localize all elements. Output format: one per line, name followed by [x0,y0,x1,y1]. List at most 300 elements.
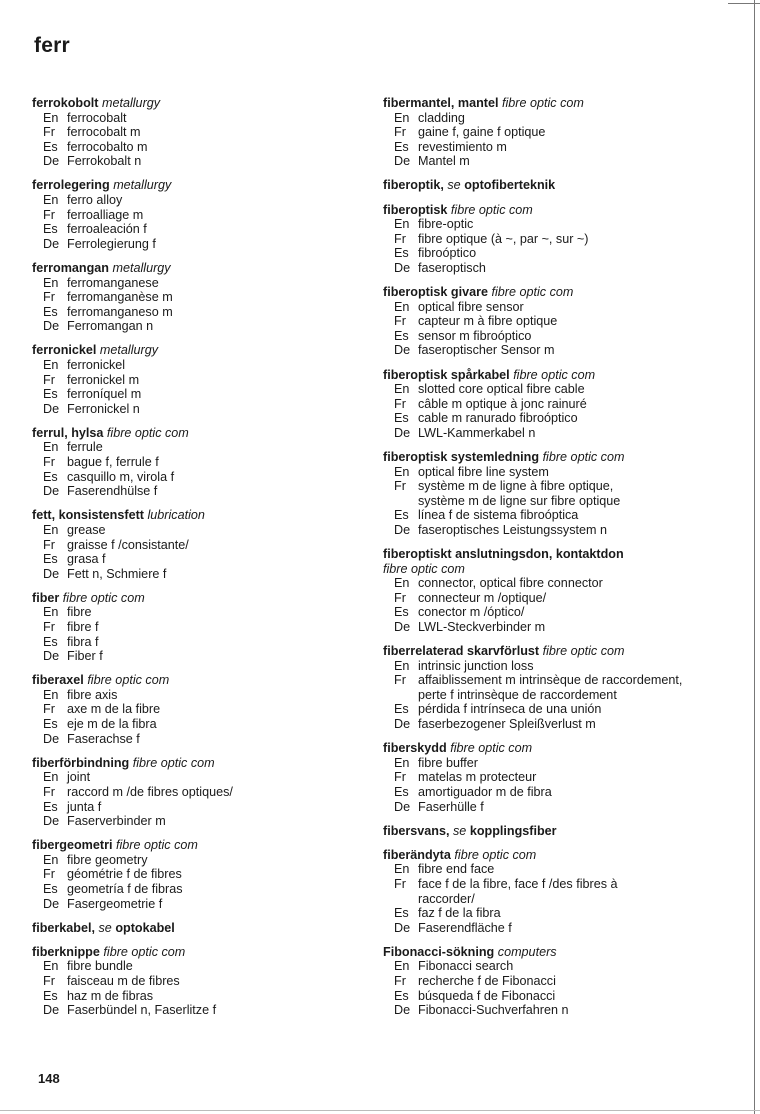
translation-line [383,862,728,877]
translation-text: fibre-optic [418,217,474,232]
entry-headword-line [32,945,382,960]
language-code: Fr [394,770,406,785]
subject-field: fibre optic com [542,644,625,659]
dictionary-entry [383,741,728,814]
headword: fiberoptisk [383,202,448,217]
language-code: Fr [43,784,55,799]
translation-text: ferroaleación f [67,222,147,237]
translation-text: faseroptisch [418,260,486,275]
language-code: De [43,484,60,499]
translation-line [383,959,728,974]
language-code: De [43,566,60,581]
translation-text: axe m de la fibre [67,702,161,717]
translation-line [32,974,382,989]
translation-text: revestimiento m [418,139,507,154]
translation-line [32,1003,382,1018]
translation-line [32,552,382,567]
translation-line [383,702,728,717]
translation-line [383,111,728,126]
language-code: De [43,1003,60,1018]
translation-text: LWL-Steckverbinder m [418,620,546,634]
headword: fiberoptiskt anslutningsdon, kontaktdon [383,547,624,562]
translation-text: sensor m fibroóptico [418,328,532,343]
translation-text: ferrocobalt m [67,125,141,140]
translation-line [383,125,728,140]
translation-line [383,673,728,688]
translation-line [383,246,728,261]
subject-field: fibre optic com [106,425,189,440]
translation-line [383,785,728,800]
translation-text: ferrocobalto m [67,139,148,154]
subject-field: fibre optic com [132,755,215,770]
entry-headword-line [383,178,728,193]
translation-text: Faserendfläche f [418,920,512,935]
translation-line [32,484,382,499]
entry-headword-line [383,848,728,863]
translation-line [32,897,382,912]
language-code: En [43,959,59,974]
translation-line [383,343,728,358]
translation-text: fibre geometry [67,852,148,867]
language-code: Fr [43,620,55,634]
translation-line [32,523,382,538]
translation-text: ferroalliage m [67,207,144,222]
translation-line [383,411,728,426]
language-code: De [394,920,411,935]
language-code: En [43,605,59,620]
language-code: De [394,343,411,358]
subject-field: fibre optic com [87,673,170,688]
language-code: Es [43,882,58,896]
language-code: Es [394,988,409,1003]
translation-text: Ferrolegierung f [67,236,156,251]
translation-text: système m de ligne sur fibre optique [418,493,621,508]
dictionary-entry [383,368,728,441]
translation-text: Ferronickel n [67,401,140,416]
language-code: Es [43,799,58,814]
subject-field: fibre optic com [454,847,537,862]
translation-line [32,605,382,620]
entry-headword-line [383,368,728,383]
translation-text: face f de la fibre, face f /des fibres à [418,876,618,891]
entry-headword-line [383,741,728,756]
language-code: En [394,755,410,770]
translation-continuation [383,892,728,907]
language-code: De [394,799,411,814]
translation-line [383,479,728,494]
subject-field: lubrication [147,508,205,523]
entry-headword-line [383,547,728,562]
translation-text: intrinsic junction loss [418,658,534,673]
entry-headword-line [32,343,382,358]
headword: fiberkabel, [32,920,95,935]
translation-line [32,402,382,417]
language-code: Fr [43,537,55,552]
language-code: En [43,358,59,372]
language-code: Fr [43,207,55,222]
entry-headword-line [383,203,728,218]
entry-headword-line [32,673,382,688]
translation-text: faisceau m de fibres [67,973,180,988]
language-code: En [43,852,59,867]
entry-headword-line [32,591,382,606]
dictionary-entry [32,921,382,936]
language-code: De [43,154,60,169]
language-code: En [43,522,59,537]
language-code: Es [394,508,409,523]
headword: ferrokobolt [32,96,99,110]
entry-headword-line [32,426,382,441]
subject-field: fibre optic com [501,96,584,110]
dictionary-entry [383,945,728,1018]
translation-text: cladding [418,110,465,125]
entry-headword-line [32,838,382,853]
headword: fiberaxel [32,673,84,688]
language-code: Es [394,906,409,921]
translation-line [32,538,382,553]
translation-continuation [383,688,728,703]
translation-text: capteur m à fibre optique [418,314,558,329]
translation-text: optical fibre line system [418,464,549,479]
translation-text: ferronickel m [67,372,140,387]
language-code: En [43,193,59,208]
language-code: Es [43,139,58,154]
see-reference-target: optokabel [115,920,175,935]
language-code: Fr [394,590,406,605]
entry-headword-line [32,756,382,771]
headword: ferronickel [32,343,97,358]
dictionary-entry [32,508,382,581]
see-reference-target: optofiberteknik [464,178,556,193]
language-code: Es [394,139,409,154]
dictionary-entry [32,426,382,499]
language-code: Es [43,552,58,567]
translation-line [383,659,728,674]
dictionary-entry [32,756,382,829]
subject-field: fibre optic com [450,741,533,756]
language-code: Es [43,634,58,649]
translation-text: connector, optical fibre connector [418,576,603,591]
translation-text: Ferrokobalt n [67,154,142,169]
translation-text: ferroníquel m [67,387,142,402]
dictionary-entry [383,203,728,276]
translation-text: fibre axis [67,687,118,702]
language-code: De [43,731,60,746]
translation-text: grease [67,522,106,537]
translation-line [383,426,728,441]
dictionary-entry [32,261,382,334]
language-code: De [394,425,411,440]
language-code: En [394,382,410,397]
headword: fiberoptisk spårkabel [383,367,510,382]
translation-line [32,125,382,140]
right-column [383,96,728,1027]
language-code: En [394,299,410,314]
headword: fiberoptik, [383,178,444,193]
translation-text: Fibonacci search [418,959,514,974]
translation-line [383,576,728,591]
dictionary-entry [383,178,728,193]
translation-text: fibre end face [418,862,495,877]
language-code: En [394,658,410,673]
translation-text: amortiguador m de fibra [418,784,552,799]
subject-field: metallurgy [99,343,158,358]
headword: ferrul, hylsa [32,425,104,440]
translation-line [383,800,728,815]
translation-line [32,867,382,882]
language-code: Es [394,605,409,620]
see-reference-marker: se [98,920,112,935]
language-code: En [43,440,59,455]
subject-field: fibre optic com [542,449,625,464]
translation-text: Faserendhülse f [67,484,158,499]
translation-line [32,717,382,732]
entry-headword-line [383,285,728,300]
translation-line [383,756,728,771]
translation-line [32,455,382,470]
translation-text: fibre optique (à ~, par ~, sur ~) [418,231,589,246]
page-edge-top [728,3,760,4]
dictionary-entry [383,644,728,732]
dictionary-entry [383,285,728,358]
translation-line [32,959,382,974]
language-code: De [43,896,60,911]
headword: fibergeometri [32,838,113,853]
translation-text: Faserhülle f [418,799,484,814]
translation-text: LWL-Kammerkabel n [418,425,536,440]
headword: ferromangan [32,260,109,275]
translation-text: optical fibre sensor [418,299,524,314]
headword: fiberförbindning [32,755,130,770]
dictionary-entry [383,848,728,936]
page-edge-right [754,0,755,1114]
entry-headword-line [383,96,728,111]
dictionary-entry [383,824,728,839]
see-reference-target: kopplingsfiber [469,823,557,838]
language-code: Es [43,222,58,237]
entry-headword-line [32,178,382,193]
translation-line [383,1003,728,1018]
translation-text: faserbezogener Spleißverlust m [418,717,596,732]
translation-line [32,373,382,388]
language-code: En [43,110,59,125]
translation-text: connecteur m /optique/ [418,590,547,605]
language-code: De [394,522,411,537]
language-code: De [394,154,411,169]
translation-text: fibra f [67,634,99,649]
language-code: De [394,260,411,275]
language-code: En [43,275,59,290]
translation-text: faseroptisches Leistungssystem n [418,522,607,537]
translation-line [32,702,382,717]
translation-text: fibroóptico [418,246,477,261]
language-code: En [394,110,410,125]
headword: ferrolegering [32,178,110,193]
translation-line [32,193,382,208]
language-code: Fr [43,290,55,305]
translation-line [32,732,382,747]
see-reference-marker: se [447,178,461,193]
translation-text: Fett n, Schmiere f [67,566,167,581]
translation-line [383,591,728,606]
dictionary-entry [383,96,728,169]
translation-text: perte f intrinsèque de raccordement [418,687,617,702]
translation-text: graisse f /consistante/ [67,537,189,552]
language-code: Es [43,387,58,402]
translation-text: línea f de sistema fibroóptica [418,508,579,523]
headword: fiberskydd [383,741,447,756]
language-code: En [394,862,410,877]
translation-line [383,620,728,635]
translation-line [32,688,382,703]
subject-field: fibre optic com [103,944,186,959]
translation-text: fibre [67,605,92,620]
translation-text: geometría f de fibras [67,882,183,896]
translation-text: géométrie f de fibres [67,867,182,882]
translation-text: búsqueda f de Fibonacci [418,988,556,1003]
language-code: De [43,236,60,251]
language-code: Fr [394,673,406,688]
translation-text: Fiber f [67,649,103,664]
dictionary-entry [32,96,382,169]
dictionary-entry [32,343,382,416]
language-code: Es [43,304,58,319]
translation-line [383,140,728,155]
translation-text: haz m de fibras [67,988,154,1003]
language-code: Fr [394,876,406,891]
translation-text: recherche f de Fibonacci [418,973,556,988]
translation-text: ferrule [67,440,103,455]
translation-line [383,261,728,276]
subject-field: metallurgy [112,260,171,275]
translation-text: fibre buffer [418,755,478,770]
language-code: Fr [394,479,406,494]
translation-line [383,523,728,538]
translation-text: matelas m protecteur [418,770,537,785]
translation-line [32,853,382,868]
translation-text: cable m ranurado fibroóptico [418,411,578,426]
subject-field: fibre optic com [513,367,596,382]
page-number: 148 [38,1071,60,1086]
translation-text: Fibonacci-Suchverfahren n [418,1003,569,1018]
headword: fiberändyta [383,847,451,862]
language-code: De [43,401,60,416]
translation-line [32,222,382,237]
language-code: De [43,814,60,829]
translation-text: eje m de la fibra [67,717,157,732]
translation-line [383,397,728,412]
translation-line [32,140,382,155]
translation-text: gaine f, gaine f optique [418,125,546,140]
language-code: En [43,687,59,702]
translation-line [32,770,382,785]
language-code: Fr [43,973,55,988]
headword: fiberknippe [32,944,100,959]
entry-headword-line [32,96,382,111]
translation-line [32,208,382,223]
translation-line [383,300,728,315]
subject-field: fibre optic com [62,590,145,605]
language-code: De [394,620,411,634]
translation-line [32,111,382,126]
translation-line [32,800,382,815]
left-column [32,96,382,1027]
translation-line [383,329,728,344]
language-code: Es [394,328,409,343]
translation-text: système m de ligne à fibre optique, [418,479,614,494]
translation-line [32,319,382,334]
translation-line [383,154,728,169]
translation-text: affaiblissement m intrinsèque de raccordement, [418,673,683,688]
see-reference-marker: se [453,823,467,838]
translation-line [383,232,728,247]
subject-field: fibre optic com [450,202,533,217]
translation-line [383,382,728,397]
language-code: Fr [394,973,406,988]
language-code: De [394,717,411,732]
subject-field: fibre optic com [491,285,574,300]
translation-text: Faserverbinder m [67,814,166,829]
subject-field: metallurgy [101,96,161,110]
headword: fiberoptisk givare [383,285,488,300]
language-code: Es [43,988,58,1003]
translation-text: pérdida f intrínseca de una unión [418,702,602,717]
language-code: En [43,770,59,785]
translation-text: fibre bundle [67,959,133,974]
translation-text: Faserachse f [67,731,140,746]
translation-text: joint [67,770,91,785]
translation-text: junta f [67,799,102,814]
headword: fibersvans, [383,823,450,838]
translation-line [32,290,382,305]
translation-line [32,567,382,582]
translation-text: conector m /óptico/ [418,605,525,620]
translation-text: ferromanganeso m [67,304,173,319]
subject-field: fibre optic com [115,838,198,853]
headword: fibermantel, mantel [383,96,499,110]
translation-line [32,649,382,664]
translation-line [383,974,728,989]
dictionary-entry [383,547,728,635]
translation-text: slotted core optical fibre cable [418,382,585,397]
entry-headword-line [32,261,382,276]
language-code: Fr [43,702,55,717]
translation-line [32,882,382,897]
translation-line [32,358,382,373]
translation-line [383,906,728,921]
language-code: De [394,1003,411,1018]
dictionary-entry [32,591,382,664]
dictionary-entry [32,178,382,251]
translation-text: grasa f [67,552,106,567]
translation-text: ferromanganèse m [67,290,173,305]
headword: Fibonacci-sökning [383,944,495,959]
running-header: ferr [34,34,70,57]
translation-text: faseroptischer Sensor m [418,343,555,358]
translation-text: raccord m /de fibres optiques/ [67,784,233,799]
language-code: Fr [43,125,55,140]
translation-text: Fasergeometrie f [67,896,163,911]
entry-headword-line [383,824,728,839]
language-code: Es [394,246,409,261]
language-code: Fr [394,314,406,329]
page-edge-bottom [0,1110,760,1111]
translation-line [32,154,382,169]
translation-text: ferro alloy [67,193,123,208]
dictionary-entry [32,673,382,746]
subject-field: fibre optic com [383,561,465,576]
entry-headword-line [383,945,728,960]
